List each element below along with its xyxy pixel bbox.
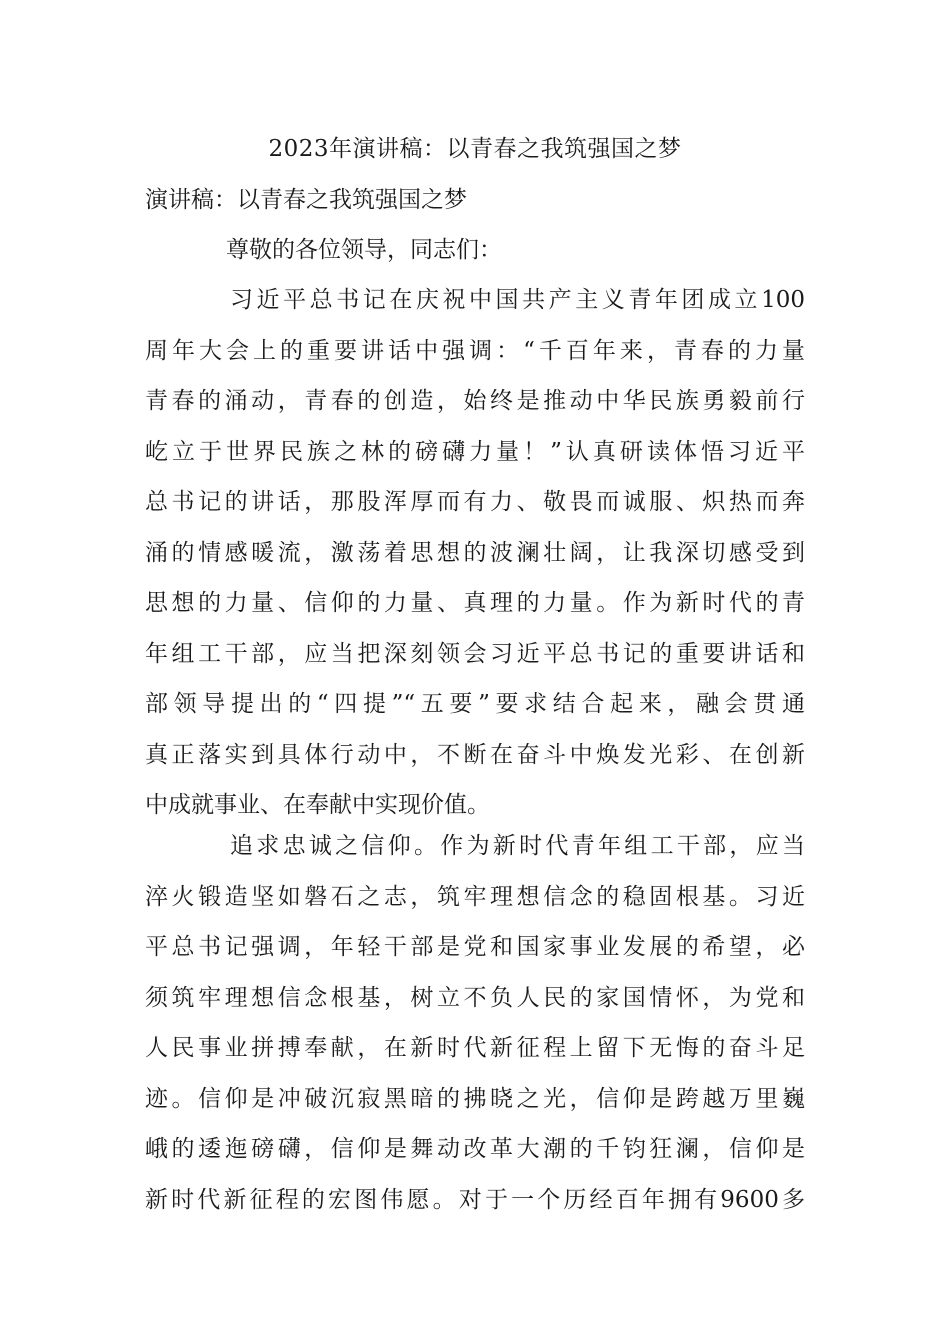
- paragraph-line: 淬火锻造坚如磐石之志，筑牢理想信念的稳固根基。习近: [145, 883, 805, 910]
- paragraph-1: [145, 282, 805, 838]
- paragraph-line: 总书记的讲话，那股浑厚而有力、敬畏而诚服、炽热而奔: [145, 489, 805, 515]
- paragraph-line: 年组工干部，应当把深刻领会习近平总书记的重要讲话和: [145, 640, 805, 667]
- paragraph-line: 须筑牢理想信念根基，树立不负人民的家国情怀，为党和: [145, 984, 805, 1011]
- paragraph-line: 部领导提出的“四提”“五要”要求结合起来，融会贯通: [145, 691, 805, 717]
- paragraph-line: 平总书记强调，年轻干部是党和国家事业发展的希望，必: [145, 934, 805, 960]
- paragraph-line: 迹。信仰是冲破沉寂黑暗的拂晓之光，信仰是跨越万里巍: [145, 1085, 805, 1112]
- paragraph-line: 峨的逶迤磅礴，信仰是舞动改革大潮的千钧狂澜，信仰是: [145, 1136, 805, 1162]
- document-subtitle: 演讲稿：以青春之我筑强国之梦: [145, 187, 467, 213]
- paragraph-line: 真正落实到具体行动中，不断在奋斗中焕发光彩、在创新: [145, 741, 805, 768]
- paragraph-line: 人民事业拼搏奉献，在新时代新征程上留下无悔的奋斗足: [145, 1035, 805, 1061]
- paragraph-line: 习近平总书记在庆祝中国共产主义青年团成立100: [230, 287, 805, 313]
- paragraph-line: 屹立于世界民族之林的磅礴力量！”认真研读体悟习近平: [145, 438, 805, 465]
- paragraph-line: 新时代新征程的宏图伟愿。对于一个历经百年拥有9600多: [145, 1186, 805, 1213]
- paragraph-line: 周年大会上的重要讲话中强调：“千百年来，青春的力量: [145, 337, 805, 364]
- paragraph-2: [145, 828, 805, 1232]
- paragraph-line: 涌的情感暖流，激荡着思想的波澜壮阔，让我深切感受到: [145, 539, 805, 566]
- paragraph-line: 青春的涌动，青春的创造，始终是推动中华民族勇毅前行: [145, 388, 805, 414]
- document-title: 2023年演讲稿：以青春之我筑强国之梦: [268, 136, 682, 162]
- paragraph-line: 思想的力量、信仰的力量、真理的力量。作为新时代的青: [145, 590, 805, 616]
- salutation: 尊敬的各位领导，同志们：: [226, 237, 502, 263]
- paragraph-line: 追求忠诚之信仰。作为新时代青年组工干部，应当: [230, 833, 805, 859]
- paragraph-line: 中成就事业、在奉献中实现价值。: [145, 792, 490, 818]
